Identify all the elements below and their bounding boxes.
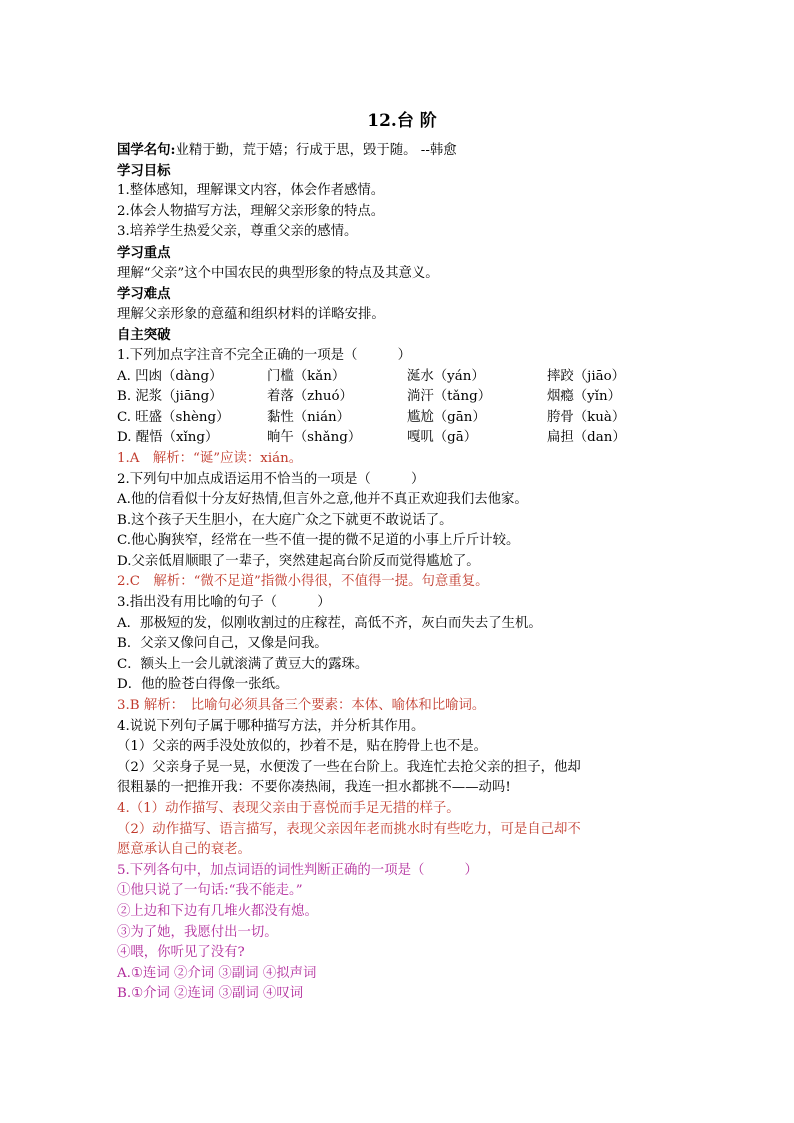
- q5-item: ②上边和下边有几堆火都没有熄。: [117, 903, 318, 919]
- page-title: 12.台 阶: [367, 111, 437, 131]
- q2-option: B.这个孩子天生胆小，在大庭广众之下就更不敢说话了。: [117, 512, 453, 528]
- q4-answer: 4.（1）动作描写、表现父亲由于喜悦而手足无措的样子。: [117, 801, 460, 816]
- difficulty-heading: 学习难点: [117, 286, 171, 303]
- q5-option: A.①连词 ②介词 ③副词 ④拟声词: [117, 965, 317, 981]
- q4-answer: （2）动作描写、语言描写，表现父亲因年老而挑水时有些吃力，可是自己却不: [117, 821, 581, 837]
- q1-option-cell: 摔跤（jiāo）: [547, 368, 626, 384]
- goal-item: 2.体会人物描写方法，理解父亲形象的特点。: [117, 203, 385, 219]
- q3-option: B．父亲又像问自己，又像是问我。: [117, 636, 328, 652]
- q4-item: 很粗暴的一把推开我：不要你凑热闹，我连一担水都挑不——动吗!: [117, 780, 511, 796]
- q3-option: C．额头上一会儿就滚满了黄豆大的露珠。: [117, 656, 369, 672]
- q2-option: C.他心胸狭窄，经常在一些不值一提的微不足道的小事上斤斤计较。: [117, 533, 520, 549]
- q4-item: （1）父亲的两手没处放似的，抄着不是，贴在胯骨上也不是。: [117, 739, 488, 755]
- q1-option-cell: A. 凹凼（dàng）: [117, 368, 223, 384]
- q1-option-d: [117, 428, 687, 449]
- q2-answer: 2.C 解析：“微不足道”指微小得很，不值得一提。句意重复。: [117, 574, 489, 590]
- q3-option: A．那极短的发，似刚收割过的庄稼茬，高低不齐，灰白而失去了生机。: [117, 615, 542, 631]
- goals-heading: 学习目标: [117, 162, 171, 179]
- q5-item: ④喂，你听见了没有?: [117, 945, 245, 961]
- q5-stem: 5.下列各句中，加点词语的词性判断正确的一项是（ ）: [117, 862, 478, 878]
- q1-option-b: [117, 387, 687, 408]
- q1-option-cell: 涎水（yán）: [407, 368, 485, 384]
- focus-text: 理解“父亲”这个中国农民的典型形象的特点及其意义。: [117, 265, 439, 281]
- q1-option-cell: 门槛（kǎn）: [267, 368, 346, 384]
- q2-option: D.父亲低眉顺眼了一辈子，突然建起高台阶反而觉得尴尬了。: [117, 553, 480, 569]
- q2-option: A.他的信看似十分友好热情,但言外之意,他并不真正欢迎我们去他家。: [117, 492, 528, 508]
- q1-option-cell: C. 旺盛（shèng）: [117, 409, 230, 425]
- q2-stem: 2.下列句中加点成语运用不恰当的一项是（ ）: [117, 471, 425, 487]
- q5-item: ③为了她，我愿付出一切。: [117, 924, 278, 940]
- q1-answer: 1.A 解析：“诞”应读：xián。: [117, 450, 303, 466]
- q5-option: B.①介词 ②连词 ③副词 ④叹词: [117, 986, 304, 1002]
- worksheet: [117, 108, 687, 1005]
- q1-option-cell: 胯骨（kuà）: [547, 409, 626, 425]
- q1-option-cell: 烟瘾（yǐn）: [547, 389, 622, 405]
- q5-item: ①他只说了一句话:“我不能走。”: [117, 883, 303, 899]
- motto-line: [117, 140, 687, 161]
- q1-option-cell: D. 醒悟（xǐng）: [117, 430, 219, 446]
- q1-option-cell: 黏性（nián）: [267, 409, 351, 425]
- q4-answer: 愿意承认自己的衰老。: [117, 842, 251, 858]
- q3-stem: 3.指出没有用比喻的句子（ ）: [117, 595, 331, 611]
- q3-answer: 3.B 解析： 比喻句必须具备三个要素：本体、喻体和比喻词。: [117, 698, 486, 714]
- goal-item: 3.培养学生热爱父亲，尊重父亲的感情。: [117, 224, 358, 240]
- q1-option-cell: B. 泥浆（jiāng）: [117, 389, 223, 405]
- difficulty-text: 理解父亲形象的意蕴和组织材料的详略安排。: [117, 306, 385, 322]
- q1-option-cell: 着落（zhuó）: [267, 389, 353, 405]
- motto-label: 国学名句:: [117, 142, 176, 158]
- q1-option-cell: 晌午（shǎng）: [267, 430, 362, 446]
- q1-option-cell: 嘎叽（gā）: [407, 430, 478, 446]
- q1-option-cell: 尴尬（gān）: [407, 409, 486, 425]
- q1-option-cell: 淌汗（tǎng）: [407, 389, 492, 405]
- q4-stem: 4.说说下列句子属于哪种描写方法，并分析其作用。: [117, 718, 425, 734]
- practice-heading: 自主突破: [117, 327, 171, 344]
- q4-item: （2）父亲身子晃一晃，水便泼了一些在台阶上。我连忙去抢父亲的担子，他却: [117, 759, 581, 775]
- q3-option: D．他的脸苍白得像一张纸。: [117, 677, 289, 693]
- q1-stem: 1.下列加点字注音不完全正确的一项是（ ）: [117, 347, 411, 363]
- q1-option-c: [117, 408, 687, 429]
- q1-option-a: [117, 367, 687, 388]
- motto-text: 业精于勤，荒于嬉；行成于思，毁于随。 --韩愈: [175, 143, 457, 158]
- q1-option-cell: 扁担（dan）: [547, 430, 626, 446]
- goal-item: 1.整体感知，理解课文内容，体会作者感情。: [117, 183, 385, 199]
- focus-heading: 学习重点: [117, 244, 171, 261]
